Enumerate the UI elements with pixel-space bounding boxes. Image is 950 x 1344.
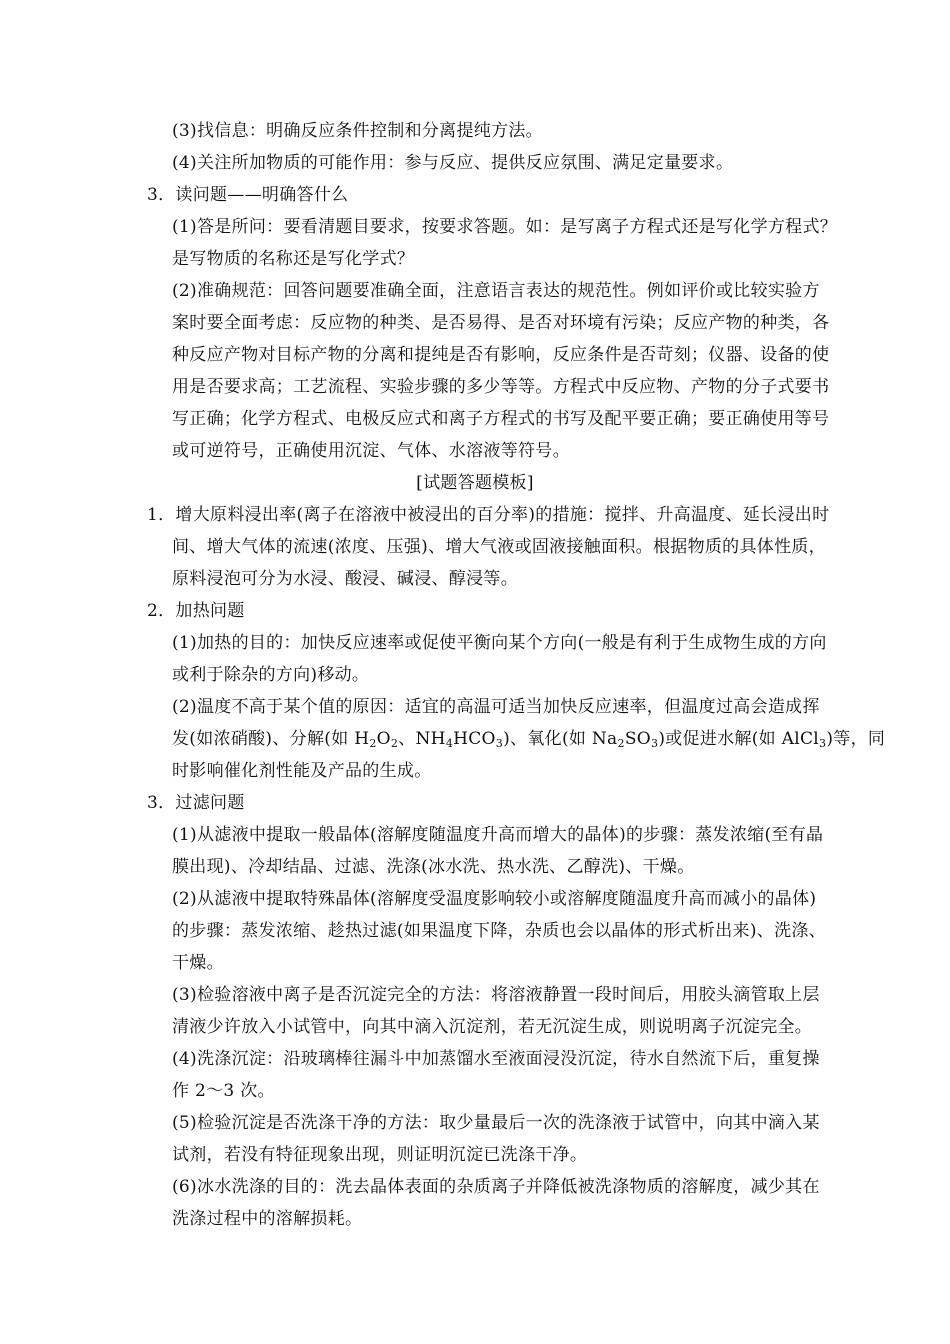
text-line: 是写物质的名称还是写化学式？ [172,249,415,269]
text-line: 1．增大原料浸出率(离子在溶液中被浸出的百分率)的措施：搅拌、升高温度、延长浸出时 [147,505,830,525]
text-line: 时影响催化剂性能及产品的生成。 [172,761,432,781]
text-fragment: 、NH [398,729,446,749]
text-line: 用是否要求高；工艺流程、实验步骤的多少等等。方程式中反应物、产物的分子式要书 [172,377,830,397]
text-line: 3．读问题——明确答什么 [147,185,349,205]
text-line: (2)准确规范：回答问题要准确全面，注意语言表达的规范性。例如评价或比较实验方 [172,281,820,301]
section-heading: [试题答题模板] [416,473,534,493]
subscript: 3 [819,737,827,750]
text-line: 案时要全面考虑：反应物的种类、是否易得、是否对环境有污染；反应产物的种类，各 [172,313,830,333]
text-line: (1)从滤液中提取一般晶体(溶解度随温度升高而增大的晶体)的步骤：蒸发浓缩(至有晶 [172,825,824,845]
text-fragment: )、氧化(如 Na [503,729,618,749]
text-line: (2)温度不高于某个值的原因：适宜的高温可适当加快反应速率，但温度过高会造成挥 [172,697,820,717]
text-line: 作 2～3 次。 [172,1081,275,1101]
text-line: (1)加热的目的：加快反应速率或促使平衡向某个方向(一般是有利于生成物生成的方向 [172,633,827,653]
text-line: 膜出现)、冷却结晶、过滤、洗涤(冰水洗、热水洗、乙醇洗)、干燥。 [172,857,695,877]
text-line: 写正确；化学方程式、电极反应式和离子方程式的书写及配平要正确；要正确使用等号 [172,409,830,429]
text-fragment: )或促进水解(如 AlCl [658,729,820,749]
text-line: 干燥。 [172,953,224,973]
text-fragment: 发(如浓硝酸)、分解(如 H [172,729,370,749]
text-line: 清液少许放入小试管中，向其中滴入沉淀剂，若无沉淀生成，则说明离子沉淀完全。 [172,1017,813,1037]
text-line: 2．加热问题 [147,601,245,621]
text-line: 3．过滤问题 [147,793,245,813]
text-line: (3)检验溶液中离子是否沉淀完全的方法：将溶液静置一段时间后，用胶头滴管取上层 [172,985,820,1005]
text-line: (5)检验沉淀是否洗涤干净的方法：取少量最后一次的洗涤液于试管中，向其中滴入某 [172,1113,820,1133]
text-line: 洗涤过程中的溶解损耗。 [172,1209,363,1229]
subscript: 2 [369,737,377,750]
text-line: 原料浸泡可分为水浸、酸浸、碱浸、醇浸等。 [172,569,518,589]
subscript: 4 [445,737,454,750]
text-fragment: SO [624,729,651,749]
text-line: 试剂，若没有特征现象出现，则证明沉淀已洗涤干净。 [172,1145,588,1165]
text-fragment: HCO [453,729,496,749]
text-line: (6)冰水洗涤的目的：洗去晶体表面的杂质离子并降低被洗涤物质的溶解度，减少其在 [172,1177,820,1197]
text-line: (2)从滤液中提取特殊晶体(溶解度受温度影响较小或溶解度随温度升高而减小的晶体) [172,889,817,909]
subscript: 2 [390,737,399,750]
text-line: 的步骤：蒸发浓缩、趁热过滤(如果温度下降，杂质也会以晶体的形式析出来)、洗涤、 [172,921,826,941]
text-line: (1)答是所问：要看清题目要求，按要求答题。如：是写离子方程式还是写化学方程式？ [172,217,838,237]
text-fragment: )等，同 [826,729,886,749]
subscript: 2 [617,737,625,750]
text-line-formula [172,729,885,754]
text-line: (4)洗涤沉淀：沿玻璃棒往漏斗中加蒸馏水至液面浸没沉淀，待水自然流下后，重复操 [172,1049,820,1069]
text-line: 或利于除杂的方向)移动。 [172,665,370,685]
subscript: 3 [651,737,659,750]
text-fragment: O [376,729,391,749]
subscript: 3 [495,737,504,750]
text-line: (3)找信息：明确反应条件控制和分离提纯方法。 [172,121,543,141]
text-line: 间、增大气体的流速(浓度、压强)、增大气液或固液接触面积。根据物质的具体性质， [172,537,826,557]
text-line: (4)关注所加物质的可能作用：参与反应、提供反应氛围、满足定量要求。 [172,153,734,173]
text-line: 或可逆符号，正确使用沉淀、气体、水溶液等符号。 [172,441,570,461]
text-line: 种反应产物对目标产物的分离和提纯是否有影响，反应条件是否苛刻；仪器、设备的使 [172,345,830,365]
